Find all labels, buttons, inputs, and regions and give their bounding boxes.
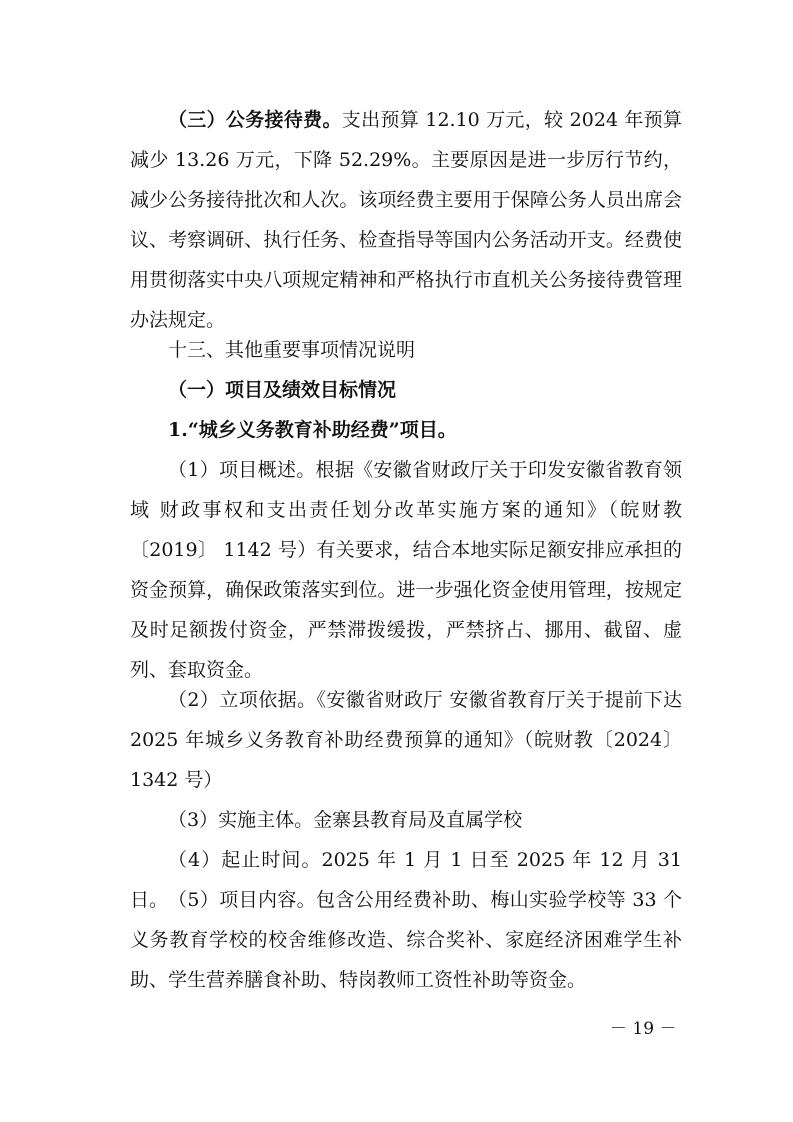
- paragraph-reception-fee: [130, 100, 682, 340]
- page-number: － 19 －: [610, 1019, 677, 1039]
- reception-fee-text: 支出预算 12.10 万元，较 2024 年预算减少 13.26 万元，下降 52.29%。主要原因是进一步厉行节约，减少公务接待批次和人次。该项经费主要用于保障公务人员出席会议、考察调研、执行任务、检查指导等国内公务活动开支。经费使用贯彻落实中央八项规定精神和严格执行市直机关公务接待费管理办法规定。: [130, 109, 682, 331]
- reception-fee-heading: （三）公务接待费。: [168, 109, 342, 131]
- paragraph-project-overview: （1）项目概述。根据《安徽省财政厅关于印发安徽省教育领域 财政事权和支出责任划分改革实施方案的通知》（皖财教〔2019〕 1142 号）有关要求，结合本地实际足额安排应承担的资金预算，确保政策落实到位。进一步强化资金使用管理，按规定及时足额拨付资金，严禁滞拨缓拨，严禁挤占、挪用、截留、虚列、套取资金。: [130, 459, 682, 681]
- paragraph-project-period: （4）起止时间。2025 年 1 月 1 日至 2025 年 12 月 31 日。: [130, 849, 682, 911]
- paragraph-project-basis: （2）立项依据。《安徽省财政厅 安徽省教育厅关于提前下达 2025 年城乡义务教育补助经费预算的通知》（皖财教〔2024〕1342 号）: [130, 689, 682, 791]
- section-heading-13: 十三、其他重要事项情况说明: [168, 339, 416, 361]
- subsection-heading-projects: （一）项目及绩效目标情况: [168, 379, 397, 401]
- paragraph-project-implementer: （3）实施主体。金寨县教育局及直属学校: [168, 809, 523, 831]
- paragraph-project-content: （5）项目内容。包含公用经费补助、梅山实验学校等 33 个义务教育学校的校舍维修改造、综合奖补、家庭经济困难学生补助、学生营养膳食补助、特岗教师工资性补助等资金。: [130, 889, 682, 991]
- project-heading-1: 1.“城乡义务教育补助经费”项目。: [168, 419, 457, 441]
